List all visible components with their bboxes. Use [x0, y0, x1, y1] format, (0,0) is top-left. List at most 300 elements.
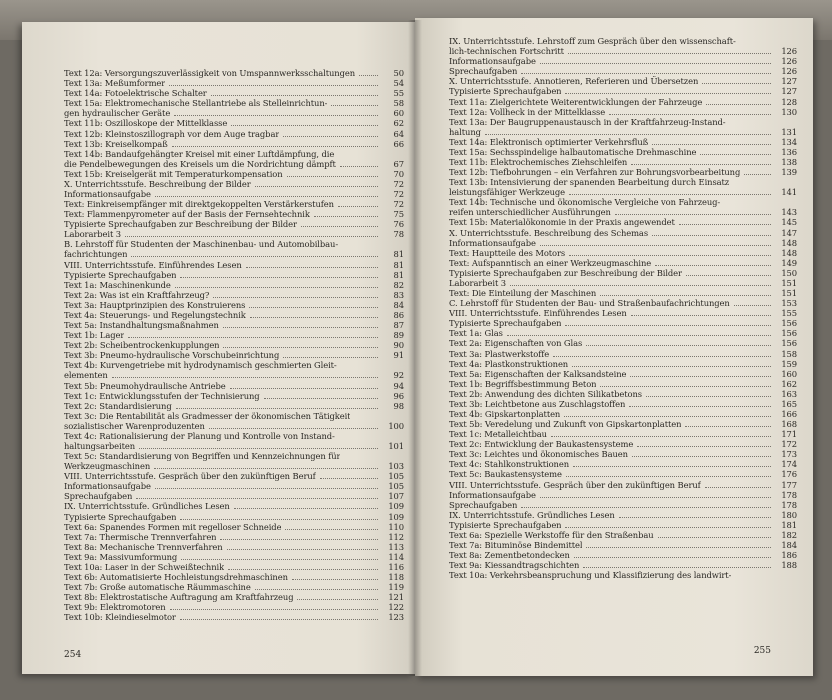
toc-entry — [64, 421, 404, 431]
toc-entry — [449, 359, 797, 369]
dot-leader — [285, 529, 378, 530]
dot-leader — [250, 317, 378, 318]
dot-leader — [572, 366, 771, 367]
toc-entry-page: 126 — [781, 56, 797, 67]
toc-entry — [449, 399, 797, 409]
dot-leader — [568, 53, 771, 54]
dot-leader — [155, 488, 378, 489]
toc-entry — [449, 167, 797, 177]
toc-entry — [64, 68, 404, 78]
dot-leader — [565, 325, 771, 326]
toc-entry-page: 109 — [388, 501, 404, 512]
toc-entry — [449, 86, 797, 96]
toc-entry — [64, 511, 404, 521]
dot-leader — [155, 196, 378, 197]
toc-entry-page: 78 — [393, 229, 404, 240]
toc-entry — [449, 298, 797, 308]
toc-entry-page: 90 — [393, 340, 404, 351]
toc-entry-page: 105 — [388, 471, 404, 482]
toc-entry-title: Text 10b: Kleindieselmotor — [64, 612, 176, 623]
dot-leader — [172, 146, 378, 147]
dot-leader — [154, 468, 378, 469]
toc-entry-page: 116 — [388, 561, 404, 572]
toc-entry-title: Informationsaufgabe — [64, 189, 151, 200]
toc-entry-page: 173 — [781, 449, 797, 460]
toc-entry-page: 160 — [781, 368, 797, 379]
toc-entry-page: 86 — [393, 309, 404, 320]
toc-entry — [449, 127, 797, 137]
toc-entry-title: Sprechaufgaben — [64, 491, 133, 502]
toc-entry-title: Text 13b: Kreiselkompaß — [64, 138, 168, 149]
toc-entry — [64, 340, 404, 350]
toc-entry-page: 123 — [388, 612, 404, 623]
toc-entry-title: B. Lehrstoff für Studenten der Maschinenbau- und Automobilbau- — [64, 239, 339, 250]
toc-entry-page: 83 — [393, 289, 404, 300]
toc-entry-page: 131 — [781, 126, 797, 137]
toc-entry-title: Text 4a: Plastkonstruktionen — [449, 358, 569, 369]
toc-entry-page: 122 — [388, 602, 404, 613]
toc-entry-title: Text 4c: Stahlkonstruktionen — [449, 459, 569, 470]
toc-entry-page: 184 — [781, 539, 797, 550]
toc-entry — [64, 602, 404, 612]
toc-entry-title: Text 3c: Die Rentabilität als Gradmesser der ökonomischen Tätigkeit — [64, 410, 351, 421]
toc-entry-title: IX. Unterrichtsstufe. Gründliches Lesen — [449, 509, 615, 520]
dot-leader — [573, 466, 771, 467]
toc-entry-page: 103 — [388, 461, 404, 472]
toc-entry-page: 118 — [388, 571, 404, 582]
dot-leader — [619, 517, 771, 518]
toc-entry — [449, 137, 797, 147]
dot-leader — [220, 539, 378, 540]
toc-entry — [449, 117, 797, 127]
toc-entry-title: Text 4b: Gipskartonplatten — [449, 408, 561, 419]
toc-entry — [64, 582, 404, 592]
toc-entry — [449, 36, 797, 46]
dot-leader — [521, 73, 771, 74]
dot-leader — [255, 186, 378, 187]
dot-leader — [540, 63, 771, 64]
toc-entry — [64, 149, 404, 159]
dot-leader — [685, 426, 771, 427]
toc-entry-page: 151 — [781, 288, 797, 299]
toc-entry-page: 178 — [781, 499, 797, 510]
toc-entry-title: Text 3a: Hauptprinzipien des Konstruierens — [64, 299, 246, 310]
dot-leader — [223, 347, 378, 348]
toc-entry — [449, 288, 797, 298]
toc-entry-title: Text 8b: Elektrostatische Auftragung am Kraftfahrzeug — [64, 592, 294, 603]
toc-entry-page: 112 — [388, 531, 404, 542]
toc-entry — [449, 429, 797, 439]
toc-entry-title: Typisierte Sprechaufgaben zur Beschreibung der Bilder — [64, 219, 297, 230]
dot-leader — [566, 476, 771, 477]
toc-entry-page: 145 — [781, 217, 797, 228]
toc-entry — [449, 369, 797, 379]
toc-entry-title: Text: Aufspanntisch an einer Werkzeugmaschine — [449, 257, 652, 268]
toc-entry — [64, 179, 404, 189]
toc-entry — [449, 147, 797, 157]
toc-entry — [64, 471, 404, 481]
toc-entry — [64, 139, 404, 149]
toc-entry-title: Text 1b: Lager — [64, 330, 125, 341]
toc-entry-page: 155 — [781, 308, 797, 319]
toc-entry — [64, 229, 404, 239]
toc-entry-title: Text 7a: Thermische Trennverfahren — [64, 531, 217, 542]
toc-entry — [449, 258, 797, 268]
toc-entry-page: 82 — [393, 279, 404, 290]
toc-entry-page: 176 — [781, 469, 797, 480]
toc-entry — [449, 217, 797, 227]
dot-leader — [292, 579, 378, 580]
toc-entry-page: 139 — [781, 167, 797, 178]
dot-leader — [249, 307, 378, 308]
toc-entry-title: Text 11b: Elektrochemisches Ziehschleifen — [449, 157, 628, 168]
dot-leader — [264, 398, 378, 399]
dot-leader — [574, 557, 771, 558]
dot-leader — [297, 599, 378, 600]
dot-leader — [485, 134, 771, 135]
right-page — [415, 18, 813, 676]
page-number-right: 255 — [753, 646, 771, 656]
toc-entry-page: 76 — [393, 219, 404, 230]
toc-entry-page: 62 — [393, 118, 404, 129]
toc-entry — [64, 159, 404, 169]
dot-leader — [234, 508, 378, 509]
toc-entry-page: 150 — [781, 267, 797, 278]
dot-leader — [176, 408, 378, 409]
toc-entry-title: Text 1c: Metalleichtbau — [449, 429, 547, 440]
toc-entry — [64, 380, 404, 390]
dot-leader — [629, 406, 771, 407]
toc-entry-title: Werkzeugmaschinen — [64, 461, 151, 472]
toc-entry-title: haltung — [449, 126, 481, 137]
toc-entry-page: 91 — [393, 350, 404, 361]
dot-leader — [340, 166, 378, 167]
toc-entry-page: 156 — [781, 318, 797, 329]
toc-entry-page: 188 — [781, 560, 797, 571]
toc-entry-page: 109 — [388, 511, 404, 522]
toc-entry — [64, 88, 404, 98]
toc-entry — [64, 199, 404, 209]
dot-leader — [174, 115, 378, 116]
toc-entry-title: Text 12b: Kleinstoszillograph vor dem Auge tragbar — [64, 128, 280, 139]
toc-entry-page: 92 — [393, 370, 404, 381]
toc-entry — [449, 56, 797, 66]
dot-leader — [180, 277, 378, 278]
toc-entry-page: 114 — [388, 551, 404, 562]
toc-entry — [449, 348, 797, 358]
toc-entry-title: Text 15a: Elektromechanische Stellantriebe als Stelleinrichtun- — [64, 98, 328, 109]
toc-entry-title: Text 2a: Eigenschaften von Glas — [449, 338, 583, 349]
toc-entry — [449, 197, 797, 207]
toc-entry-title: VIII. Unterrichtsstufe. Einführendes Lesen — [64, 259, 242, 270]
dot-leader — [586, 547, 771, 548]
toc-entry-title: Text 5c: Baukastensysteme — [449, 469, 562, 480]
toc-entry — [449, 379, 797, 389]
toc-entry-page: 158 — [781, 348, 797, 359]
dot-leader — [175, 287, 378, 288]
dot-leader — [631, 164, 771, 165]
toc-entry-page: 81 — [393, 259, 404, 270]
dot-leader — [338, 206, 378, 207]
toc-entry-page: 156 — [781, 328, 797, 339]
dot-leader — [170, 609, 379, 610]
toc-entry-page: 96 — [393, 390, 404, 401]
dot-leader — [631, 315, 771, 316]
toc-entry-title: Sprechaufgaben — [449, 66, 518, 77]
toc-entry-page: 110 — [388, 521, 404, 532]
dot-leader — [510, 285, 771, 286]
toc-entry-page: 81 — [393, 269, 404, 280]
toc-entry — [449, 338, 797, 348]
toc-entry-title: Informationsaufgabe — [449, 56, 536, 67]
toc-entry-title: Sprechaufgaben — [449, 499, 518, 510]
dot-leader — [283, 357, 378, 358]
toc-entry — [64, 270, 404, 280]
dot-leader — [213, 297, 378, 298]
toc-entry — [449, 177, 797, 187]
toc-entry-title: Text 5b: Pneumohydraulische Antriebe — [64, 380, 226, 391]
dot-leader — [652, 144, 771, 145]
toc-entry-title: Text 15b: Kreiselgerät mit Temperaturkompensation — [64, 168, 283, 179]
dot-leader — [180, 519, 378, 520]
toc-entry-title: Laborarbeit 3 — [64, 229, 122, 240]
toc-entry-title: Text 3a: Plastwerkstoffe — [449, 348, 550, 359]
dot-leader — [706, 104, 771, 105]
toc-entry-title: Text 13a: Meßumformer — [64, 78, 166, 89]
toc-entry-title: Informationsaufgabe — [449, 489, 536, 500]
toc-entry — [449, 520, 797, 530]
toc-entry — [64, 522, 404, 532]
toc-entry-title: Text 7b: Große automatische Räummaschine — [64, 582, 251, 593]
toc-entry-title: Text 13b: Intensivierung der spanenden Bearbeitung durch Einsatz — [449, 177, 730, 188]
dot-leader — [169, 85, 378, 86]
toc-entry-title: Text 11b: Oszilloskope der Mittelklasse — [64, 118, 228, 129]
toc-entry-page: 178 — [781, 489, 797, 500]
dot-leader — [131, 256, 378, 257]
dot-leader — [679, 224, 771, 225]
dot-leader — [551, 436, 771, 437]
dot-leader — [700, 154, 771, 155]
dot-leader — [564, 416, 771, 417]
dot-leader — [615, 214, 771, 215]
toc-entry-title: Typisierte Sprechaufgaben — [64, 269, 177, 280]
toc-entry-title: Text 5b: Veredelung und Zukunft von Gipskartonplatten — [449, 419, 682, 430]
toc-entry-title: reifen unterschiedlicher Ausführungen — [449, 207, 611, 218]
toc-entry — [449, 449, 797, 459]
toc-entry-page: 50 — [393, 68, 404, 79]
toc-entry-title: IX. Unterrichtsstufe. Lehrstoff zum Gespräch über den wissenschaft- — [449, 36, 736, 47]
toc-entry-title: leistungsfähiger Werkzeuge — [449, 187, 566, 198]
toc-entry-page: 182 — [781, 529, 797, 540]
toc-entry — [64, 572, 404, 582]
toc-entry-page: 94 — [393, 380, 404, 391]
toc-entry — [449, 530, 797, 540]
dot-leader — [301, 226, 378, 227]
toc-entry — [64, 189, 404, 199]
toc-entry — [64, 491, 404, 501]
toc-entry-title: Text 3b: Leichtbetone aus Zuschlagstoffen — [449, 398, 626, 409]
toc-entry-title: Text 8a: Mechanische Trennverfahren — [64, 541, 223, 552]
toc-entry — [449, 389, 797, 399]
toc-entry-page: 87 — [393, 320, 404, 331]
toc-entry-title: Text 13a: Der Baugruppenaustausch in der Kraftfahrzeug-Instand- — [449, 116, 726, 127]
toc-entry — [449, 238, 797, 248]
dot-leader — [600, 295, 771, 296]
toc-entry-title: Text 5a: Eigenschaften der Kalksandsteine — [449, 368, 627, 379]
dot-leader — [359, 75, 378, 76]
toc-entry-title: Text 2a: Was ist ein Kraftfahrzeug? — [64, 289, 210, 300]
toc-entry-page: 72 — [393, 189, 404, 200]
toc-entry-page: 66 — [393, 138, 404, 149]
toc-entry-title: Text 3b: Pneumo-hydraulische Vorschubeinrichtung — [64, 350, 280, 361]
toc-entry-title: Text: Die Einteilung der Maschinen — [449, 288, 597, 299]
toc-entry — [64, 481, 404, 491]
toc-entry — [449, 459, 797, 469]
toc-entry-title: Text 7a: Bituminöse Bindemittel — [449, 539, 583, 550]
toc-entry-title: Text 14b: Technische und ökonomische Vergleiche von Fahrzeug- — [449, 197, 721, 208]
toc-entry-title: lich-technischen Fortschritt — [449, 46, 564, 57]
dot-leader — [139, 448, 378, 449]
toc-entry — [64, 169, 404, 179]
toc-entry — [449, 66, 797, 76]
toc-entry — [449, 560, 797, 570]
dot-leader — [211, 95, 378, 96]
book-gutter — [408, 20, 422, 676]
toc-entry — [449, 419, 797, 429]
toc-entry — [64, 592, 404, 602]
toc-entry-title: Text: Flammenpyrometer auf der Basis der Fernsehtechnik — [64, 209, 310, 220]
toc-entry — [64, 562, 404, 572]
toc-entry — [449, 469, 797, 479]
toc-entry — [449, 490, 797, 500]
table-of-contents-left — [64, 68, 404, 622]
toc-entry-page: 149 — [781, 257, 797, 268]
toc-entry-page: 143 — [781, 207, 797, 218]
toc-entry — [449, 479, 797, 489]
toc-entry-page: 72 — [393, 199, 404, 210]
toc-entry-page: 64 — [393, 128, 404, 139]
toc-entry — [64, 350, 404, 360]
toc-entry-title: Informationsaufgabe — [449, 237, 536, 248]
toc-entry-page: 128 — [781, 96, 797, 107]
toc-entry-page: 156 — [781, 338, 797, 349]
toc-entry — [449, 439, 797, 449]
toc-entry-page: 72 — [393, 178, 404, 189]
toc-entry-title: Text 12b: Tiefbohrungen – ein Verfahren zur Bohrungsvorbearbeitung — [449, 167, 741, 178]
toc-entry-page: 174 — [781, 459, 797, 470]
toc-entry — [64, 78, 404, 88]
dot-leader — [600, 386, 771, 387]
toc-entry-page: 100 — [388, 420, 404, 431]
dot-leader — [287, 176, 378, 177]
dot-leader — [314, 216, 378, 217]
toc-entry-title: Text 6a: Spanendes Formen mit regelloser Schneide — [64, 521, 282, 532]
toc-entry-page: 186 — [781, 550, 797, 561]
dot-leader — [246, 267, 378, 268]
toc-entry-page: 181 — [781, 519, 797, 530]
dot-leader — [569, 255, 771, 256]
toc-entry-page: 60 — [393, 108, 404, 119]
toc-entry-title: X. Unterrichtsstufe. Beschreibung des Schemas — [449, 227, 649, 238]
toc-entry-page: 166 — [781, 408, 797, 419]
toc-entry-title: Text 11a: Zielgerichtete Weiterentwicklungen der Fahrzeuge — [449, 96, 703, 107]
toc-entry-page: 168 — [781, 419, 797, 430]
dot-leader — [586, 345, 771, 346]
toc-entry-page: 177 — [781, 479, 797, 490]
toc-entry-page: 84 — [393, 299, 404, 310]
toc-entry-title: gen hydraulischer Geräte — [64, 108, 171, 119]
toc-entry-title: Informationsaufgabe — [64, 481, 151, 492]
toc-entry — [449, 268, 797, 278]
toc-entry-title: Typisierte Sprechaufgaben — [449, 318, 562, 329]
toc-entry-title: Text 14a: Elektronisch optimierter Verkehrsfluß — [449, 136, 649, 147]
toc-entry — [449, 248, 797, 258]
dot-leader — [283, 136, 378, 137]
dot-leader — [521, 507, 771, 508]
toc-entry-title: VIII. Unterrichtsstufe. Einführendes Lesen — [449, 308, 627, 319]
toc-entry — [449, 227, 797, 237]
toc-entry — [64, 249, 404, 259]
toc-entry-page: 180 — [781, 509, 797, 520]
toc-entry-page: 163 — [781, 388, 797, 399]
toc-entry — [449, 409, 797, 419]
dot-leader — [583, 567, 771, 568]
toc-entry-page: 105 — [388, 481, 404, 492]
toc-entry-title: Text 4a: Steuerungs- und Regelungstechnik — [64, 309, 246, 320]
toc-entry — [64, 411, 404, 421]
toc-entry — [64, 320, 404, 330]
dot-leader — [223, 327, 378, 328]
toc-entry-title: Text 2c: Standardisierung — [64, 400, 172, 411]
dot-leader — [125, 236, 378, 237]
dot-leader — [565, 527, 771, 528]
page-number-left: 254 — [64, 650, 82, 660]
toc-entry — [449, 187, 797, 197]
dot-leader — [686, 275, 771, 276]
toc-entry-title: Text 10a: Laser in der Schweißtechnik — [64, 561, 225, 572]
toc-entry-title: Text 12a: Versorgungszuverlässigkeit von Umspannwerksschaltungen — [64, 68, 355, 79]
toc-entry — [64, 370, 404, 380]
dot-leader — [228, 569, 378, 570]
toc-entry-page: 55 — [393, 88, 404, 99]
toc-entry-title: Typisierte Sprechaufgaben — [64, 511, 177, 522]
toc-entry-title: Text 8a: Zementbetondecken — [449, 550, 570, 561]
toc-entry-title: Text 9b: Elektromotoren — [64, 602, 166, 613]
toc-entry — [449, 540, 797, 550]
toc-entry-title: Text 5c: Standardisierung von Begriffen und Kennzeichnungen für — [64, 451, 341, 462]
toc-entry-title: Text 3c: Leichtes und ökonomisches Bauen — [449, 449, 628, 460]
toc-entry-page: 153 — [781, 298, 797, 309]
toc-entry-title: Text 14b: Bandaufgehängter Kreisel mit einer Luftdämpfung, die — [64, 148, 335, 159]
toc-entry-page: 162 — [781, 378, 797, 389]
toc-entry — [449, 550, 797, 560]
toc-entry — [64, 98, 404, 108]
toc-entry-page: 58 — [393, 98, 404, 109]
toc-entry-title: VIII. Unterrichtsstufe. Gespräch über den zukünftigen Beruf — [449, 479, 701, 490]
toc-entry-title: X. Unterrichtsstufe. Annotieren, Referieren und Übersetzen — [449, 76, 699, 87]
toc-entry-page: 101 — [388, 440, 404, 451]
toc-entry-title: Text 12a: Vollheck in der Mittelklasse — [449, 106, 606, 117]
toc-entry — [64, 451, 404, 461]
toc-entry — [64, 501, 404, 511]
toc-entry-title: fachrichtungen — [64, 249, 128, 260]
toc-entry-page: 147 — [781, 227, 797, 238]
toc-entry-page: 159 — [781, 358, 797, 369]
toc-entry — [449, 570, 797, 580]
toc-entry-page: 113 — [388, 541, 404, 552]
dot-leader — [569, 194, 771, 195]
toc-entry — [449, 157, 797, 167]
